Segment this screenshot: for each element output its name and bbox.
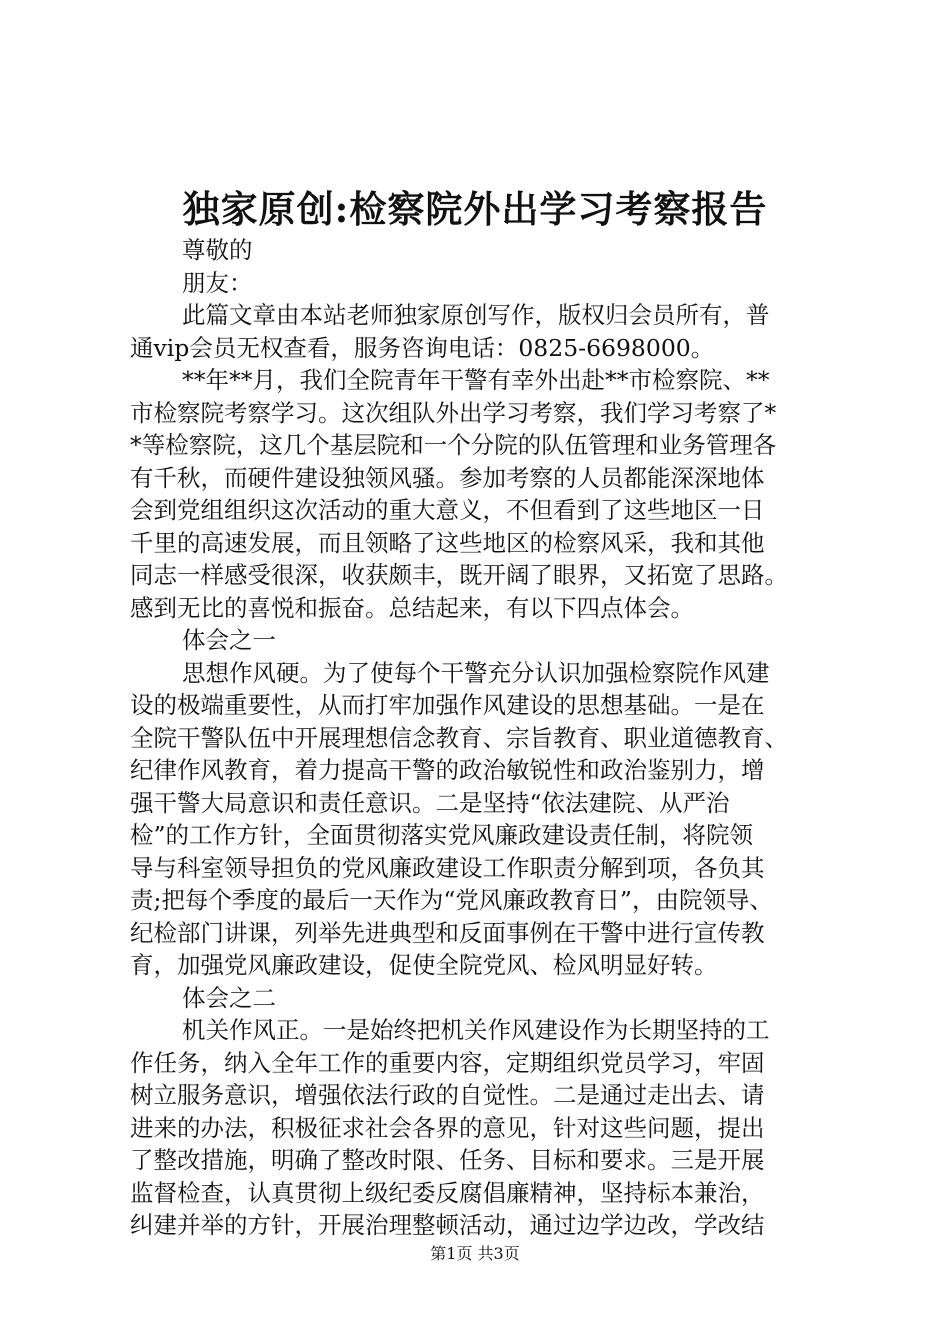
- text-line: 体会之一: [182, 626, 276, 654]
- text-line: 责;把每个季度的最后一天作为“党风廉政教育日”，由院领导、: [130, 886, 773, 914]
- text-line: 千里的高速发展，而且领略了这些地区的检察风采，我和其他: [130, 528, 765, 557]
- text-line: *等检察院，这几个基层院和一个分院的队伍管理和业务管理各: [130, 431, 777, 459]
- text-line: 有千秋，而硬件建设独领风骚。参加考察的人员都能深深地体: [130, 463, 765, 492]
- text-line: 朋友：: [182, 268, 253, 297]
- text-line: 通vip会员无权查看，服务咨询电话：0825-6698000。: [130, 333, 715, 362]
- text-line: 检”的工作方针，全面贯彻落实党风廉政建设责任制，将院领: [130, 821, 754, 849]
- text-line: 了整改措施，明确了整改时限、任务、目标和要求。三是开展: [130, 1146, 765, 1174]
- page-footer: 第1页 共3页: [430, 1244, 520, 1263]
- text-line: 纠建并举的方针，开展治理整顿活动，通过边学边改，学改结: [130, 1211, 765, 1239]
- text-line: 机关作风正。一是始终把机关作风建设作为长期坚持的工: [182, 1016, 770, 1044]
- text-line: 树立服务意识，增强依法行政的自觉性。二是通过走出去、请: [130, 1081, 765, 1109]
- text-line: 此篇文章由本站老师独家原创写作，版权归会员所有，普: [182, 301, 770, 329]
- text-line: 强干警大局意识和责任意识。二是坚持“依法建院、从严治: [130, 788, 730, 817]
- text-line: 尊敬的: [182, 236, 253, 264]
- text-line: 纪律作风教育，着力提高干警的政治敏锐性和政治鉴别力，增: [130, 756, 765, 784]
- text-line: 进来的办法，积极征求社会各界的意见，针对这些问题，提出: [130, 1113, 765, 1142]
- text-line: 设的极端重要性，从而打牢加强作风建设的思想基础。一是在: [130, 691, 765, 719]
- text-line: 作任务，纳入全年工作的重要内容，定期组织党员学习，牢固: [130, 1048, 765, 1077]
- text-line: 市检察院考察学习。这次组队外出学习考察，我们学习考察了*: [130, 398, 777, 427]
- text-line: 育，加强党风廉政建设，促使全院党风、检风明显好转。: [130, 951, 718, 979]
- document-title: 独家原创:检察院外出学习考察报告: [182, 187, 768, 231]
- text-line: 监督检查，认真贯彻上级纪委反腐倡廉精神，坚持标本兼治，: [130, 1178, 765, 1207]
- text-line: 感到无比的喜悦和振奋。总结起来，有以下四点体会。: [130, 593, 694, 622]
- document-body: [130, 234, 825, 1242]
- text-line: 体会之二: [182, 983, 276, 1012]
- text-line: 思想作风硬。为了使每个干警充分认识加强检察院作风建: [182, 658, 770, 687]
- text-line: 纪检部门讲课，列举先进典型和反面事例在干警中进行宣传教: [130, 918, 765, 947]
- text-line: **年**月，我们全院青年干警有幸外出赴**市检察院、**: [182, 366, 770, 394]
- text-line: 会到党组组织这次活动的重大意义，不但看到了这些地区一日: [130, 496, 765, 524]
- text-line: 同志一样感受很深，收获颇丰，既开阔了眼界，又拓宽了思路。: [130, 561, 788, 589]
- text-line: 全院干警队伍中开展理想信念教育、宗旨教育、职业道德教育、: [130, 723, 788, 752]
- text-line: 导与科室领导担负的党风廉政建设工作职责分解到项，各负其: [130, 853, 765, 882]
